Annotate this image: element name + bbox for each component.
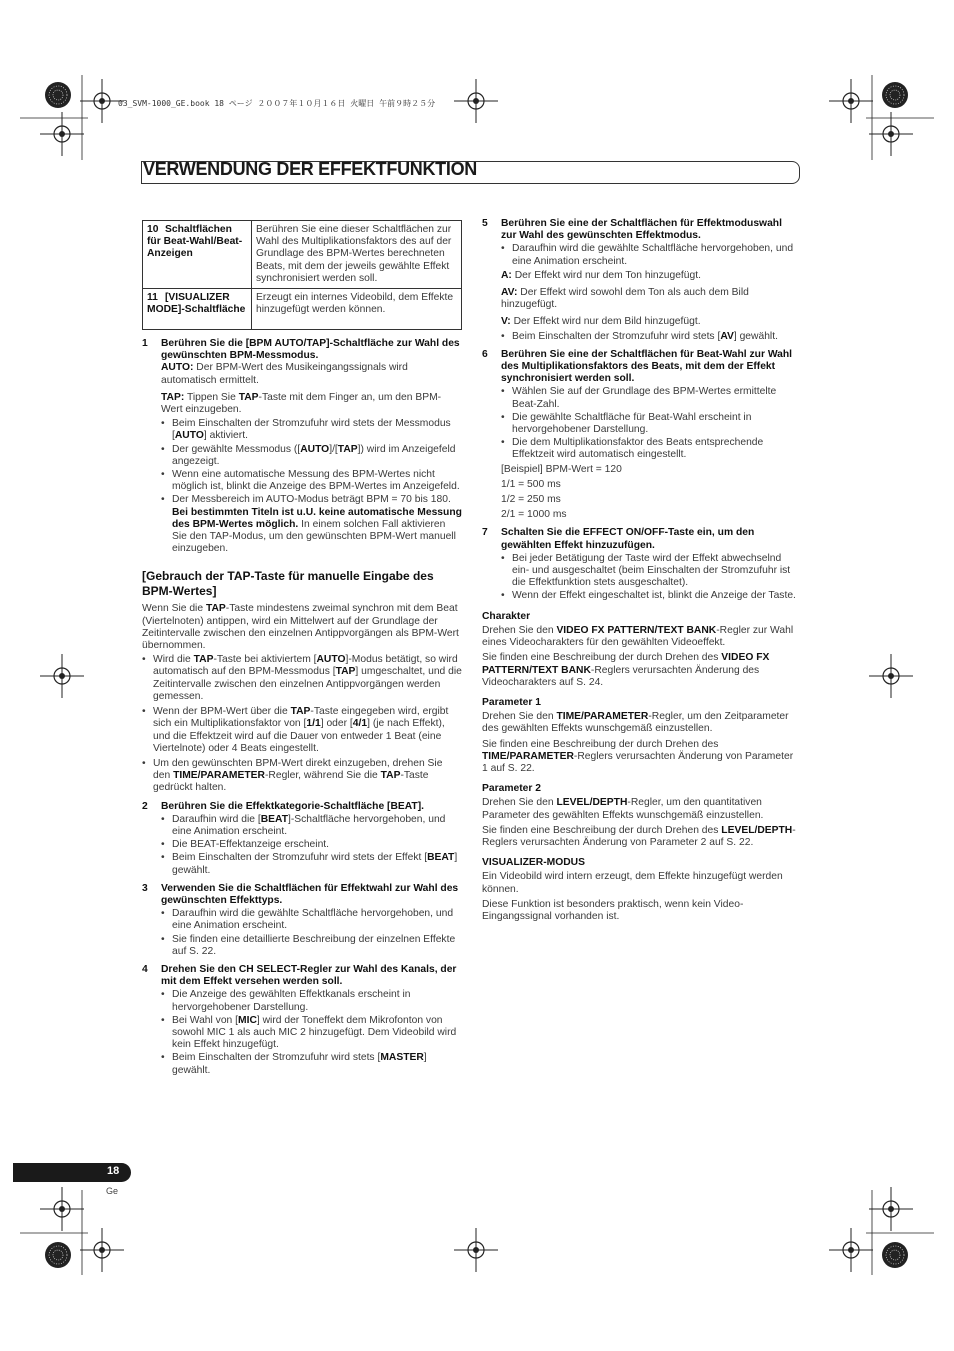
page-number: 18 bbox=[107, 1165, 120, 1177]
step-7: 7 Schalten Sie die EFFECT ON/OFF-Taste ein, um den gewählten Effekt hinzuzufügen. bbox=[482, 527, 755, 551]
left-column: 10 Schaltflächen für Beat-Wahl/Beat-Anzeigen Berühren Sie eine dieser Schaltflächen zur Wahl des Multiplikationsfaktors des auf der Grundlage des BPM-Wertes berechneten Beats, mit dem der jeweils gewählte Effekt synchronisiert werden soll. 11 [VISUALIZER MODE]-Schaltfläche Erzeugt ein internes Videobild, dem Effekte hinzugefügt werden können. 1 Berühren Sie die [BPM AUTO/TAP]-Schaltfläche zur Wahl des gewünschten BPM-Messmodus. AUTO: Der BPM-Wert des Musikeingangssignals wird automatisch ermittelt. TAP: Tippen Sie TAP-Taste mit dem Finger an, um den BPM-Wert einzugeben. • Beim Einschalten der Stromzufuhr wird stets der Messmodus [AUTO] aktiviert. • Der gewählte Messmodus ([AUTO]/[TAP]) wird im Anzeigefeld angezeigt. • Wenn eine automatische Messung des BPM-Wertes nicht möglich ist, blinkt die Anzeige des BPM-Wertes im Anzeigefeld. • Der Messbereich im AUTO-Modus beträgt BPM = 70 bis 180. Bei bestimmten Titeln ist u.U. keine automatische Messung des BPM-Wertes möglich. In einem solchen Fall aktivieren Sie den TAP-Modus, um den gewünschten BPM-Wert manuell einzugeben. [Gebrauch der TAP-Taste für manuelle Eingabe des BPM-Wertes] Wenn Sie die TAP-Taste mindestens zweimal synchron mit dem Beat (Viertelnoten) antippen, wird ein Mittelwert auf der Grundlage der Zeitintervalle zwischen den einzelnen Antippvorgängen als BPM-Wert übernommen. • Wird die TAP-Taste bei aktiviertem [AUTO]-Modus betätigt, so wird automatisch auf den BPM-Messmodus [TAP] umgeschaltet, und die Zeitintervalle zwischen den einzelnen Antippvorgängen werden gemessen. • Wenn der BPM-Wert über die TAP-Taste eingegeben wird, ergibt sich ein Multiplikationsfaktor von [1/1] oder [4/1] (je nach Effekt), und die Effektzeit wird auf die Dauer von entweder 1 Beat (eine Viertelnote) oder 4 Beats eingestellt. • Um den gewünschten BPM-Wert direkt einzugeben, drehen Sie den TIME/PARAMETER-Regler, während Sie die TAP-Taste gedrückt halten. 2 Berühren Sie die Effektkategorie-Schaltfläche [BEAT]. • Daraufhin wird die [BEAT]-Schaltfläche hervorgehoben, und eine Animation erscheint. • Die BEAT-Effektanzeige erscheint. • Beim Einschalten der Stromzufuhr wird stets der Effekt [BEAT] gewählt. 3 Verwenden Sie die Schaltflächen für Effektwahl zur Wahl des gewünschten Effekttyps. • Daraufhin wird die gewählte Schaltfläche hervorgehoben, und eine Animation erscheint. • Sie finden eine detaillierte Beschreibung der einzelnen Effekte auf S. 22. 4 Drehen Sie den CH SELECT-Regler zur Wahl des Kanals, der mit dem Effekt versehen werden soll. • Die Anzeige des gewählten Effektkanals erscheint in hervorgehobener Darstellung. • Bei Wahl von [MIC] wird der Toneffekt dem Mikrofonton von sowohl MIC 1 als auch MIC 2 hinzugefügt. Dem Videobild wird kein Effekt hinzugefügt. • Beim Einschalten der Stromzufuhr wird stets [MASTER] gewählt. bbox=[142, 220, 462, 1079]
charakter-heading: Charakter bbox=[482, 610, 531, 622]
step-4: 4 Drehen Sie den CH SELECT-Regler zur Wahl des Kanals, der mit dem Effekt versehen werden soll. bbox=[142, 963, 457, 988]
right-column: 5 Berühren Sie eine der Schaltflächen für Effektmoduswahl zur Wahl des gewünschten Effektmodus. • Daraufhin wird die gewählte Schaltfläche hervorgehoben, und eine Animation erscheint. A: Der Effekt wird nur dem Ton hinzugefügt. AV: Der Effekt wird sowohl dem Ton als auch dem Bild hinzugefügt. V: Der Effekt wird nur dem Bild hinzugefügt. • Beim Einschalten der Stromzufuhr wird stets [AV] gewählt. 6 Berühren Sie eine der Schaltflächen für Beat-Wahl zur Wahl des Multiplikationsfaktors des Beats, mit dem der Effekt synchronisiert werden soll. • Wählen Sie auf der Grundlage des BPM-Wertes ermittelte Beat-Zahl. • Die gewählte Schaltfläche für Beat-Wahl erscheint in hervorgehobener Darstellung. • Die dem Multiplikationsfaktor des Beats entsprechende Effektzeit wird automatisch eingestellt. [Beispiel] BPM-Wert = 120 1/1 = 500 ms 1/2 = 250 ms 2/1 = 1000 ms 7 Schalten Sie die EFFECT ON/OFF-Taste ein, um den gewählten Effekt hinzuzufügen. • Bei jeder Betätigung der Taste wird der Effekt abwechselnd ein- und ausgeschaltet (beim Einschalten der Stromzufuhr ist die Effektfunktion stets ausgeschaltet). • Wenn der Effekt eingeschaltet ist, blinkt die Anzeige der Taste. Charakter Drehen Sie den VIDEO FX PATTERN/TEXT BANK-Regler zur Wahl eines Videocharakters für den gewählten Videoeffekt. Sie finden eine Beschreibung der durch Drehen des VIDEO FX PATTERN/TEXT BANK-Reglers verursachten Änderung des Videocharakters auf S. 24. Parameter 1 Drehen Sie den TIME/PARAMETER-Regler, um den Zeitparameter des gewählten Effekts wunschgemäß einzustellen. Sie finden eine Beschreibung der durch Drehen des TIME/PARAMETER-Reglers verursachten Änderung von Parameter 1 auf S. 22. Parameter 2 Drehen Sie den LEVEL/DEPTH-Regler, um den quantitativen Parameter des gewählten Effekts wunschgemäß einzustellen. Sie finden eine Beschreibung der durch Drehen des LEVEL/DEPTH-Reglers verursachten Änderung von Parameter 2 auf S. 22. VISUALIZER-MODUS Ein Videobild wird intern erzeugt, dem Effekte hinzugefügt werden können. Diese Funktion ist besonders praktisch, wenn kein Video-Eingangssignal vorhanden ist. bbox=[482, 218, 800, 925]
step-1-notes: • Beim Einschalten der Stromzufuhr wird stets der Messmodus [AUTO] aktiviert. • Der gewählte Messmodus ([AUTO]/[TAP]) wird im Anzeigefeld angezeigt. • Wenn eine automatische Messung des BPM-Wertes nicht möglich ist, blinkt die Anzeige des BPM-Wertes im Anzeigefeld. • Der Messbereich im AUTO-Modus beträgt BPM = 70 bis 180. Bei bestimmten Titeln ist u.U. keine automatische Messung des BPM-Wertes möglich. In einem solchen Fall aktivieren Sie den TAP-Modus, um den gewünschten BPM-Wert manuell einzugeben. bbox=[142, 418, 462, 555]
parameter2-heading: Parameter 2 bbox=[482, 783, 541, 795]
step-3: 3 Verwenden Sie die Schaltflächen für Effektwahl zur Wahl des gewünschten Effekttyps. bbox=[142, 882, 459, 906]
page-language: Ge bbox=[106, 1186, 119, 1196]
parameter1-heading: Parameter 1 bbox=[482, 696, 541, 708]
file-info: 03_SVM-1000_GE.book 18 ページ ２００７年１０月１６日 火曜日 午前９時２５分 bbox=[118, 99, 436, 108]
section-tap-notes: • Wird die TAP-Taste bei aktiviertem [AUTO]-Modus betätigt, so wird automatisch auf den BPM-Messmodus [TAP] umgeschaltet, und die Zeitintervalle zwischen den einzelnen Antippvorgängen werden gemessen. • Wenn der BPM-Wert über die TAP-Taste eingegeben wird, ergibt sich ein Multiplikationsfaktor von [1/1] oder [4/1] (je nach Effekt), und die Effektzeit wird auf die Dauer von entweder 1 Beat (eine Viertelnote) oder 4 Beats eingestellt. • Um den gewünschten BPM-Wert direkt einzugeben, drehen Sie den TIME/PARAMETER-Regler, während Sie die TAP-Taste gedrückt halten. bbox=[142, 654, 462, 794]
table-row: 10 Schaltflächen für Beat-Wahl/Beat-Anzeigen Berühren Sie eine dieser Schaltflächen zur Wahl des Multiplikationsfaktors des auf der Grundlage des BPM-Wertes berechneten Beats, mit dem der jeweils gewählte Effekt synchronisiert werden soll. bbox=[143, 221, 462, 289]
info-table bbox=[142, 220, 462, 330]
step-1: 1 Berühren Sie die [BPM AUTO/TAP]-Schaltfläche zur Wahl des gewünschten BPM-Messmodus. bbox=[142, 338, 460, 362]
visualizer-heading: VISUALIZER-MODUS bbox=[482, 857, 585, 869]
step-2: 2 Berühren Sie die Effektkategorie-Schaltfläche [BEAT]. bbox=[142, 800, 425, 812]
step-6: 6 Berühren Sie eine der Schaltflächen für Beat-Wahl zur Wahl des Multiplikationsfaktors des Beats, mit dem der Effekt synchronisiert werden soll. bbox=[482, 348, 793, 385]
step-5: 5 Berühren Sie eine der Schaltflächen für Effektmoduswahl zur Wahl des gewünschten Effektmodus. bbox=[482, 218, 782, 242]
page-title: VERWENDUNG DER EFFEKTFUNKTION bbox=[143, 159, 477, 179]
section-tap-heading: [Gebrauch der TAP-Taste für manuelle Eingabe des BPM-Wertes] bbox=[142, 569, 434, 599]
table-row: 11 [VISUALIZER MODE]-Schaltfläche Erzeugt ein internes Videobild, dem Effekte hinzugefügt werden können. bbox=[143, 289, 462, 330]
